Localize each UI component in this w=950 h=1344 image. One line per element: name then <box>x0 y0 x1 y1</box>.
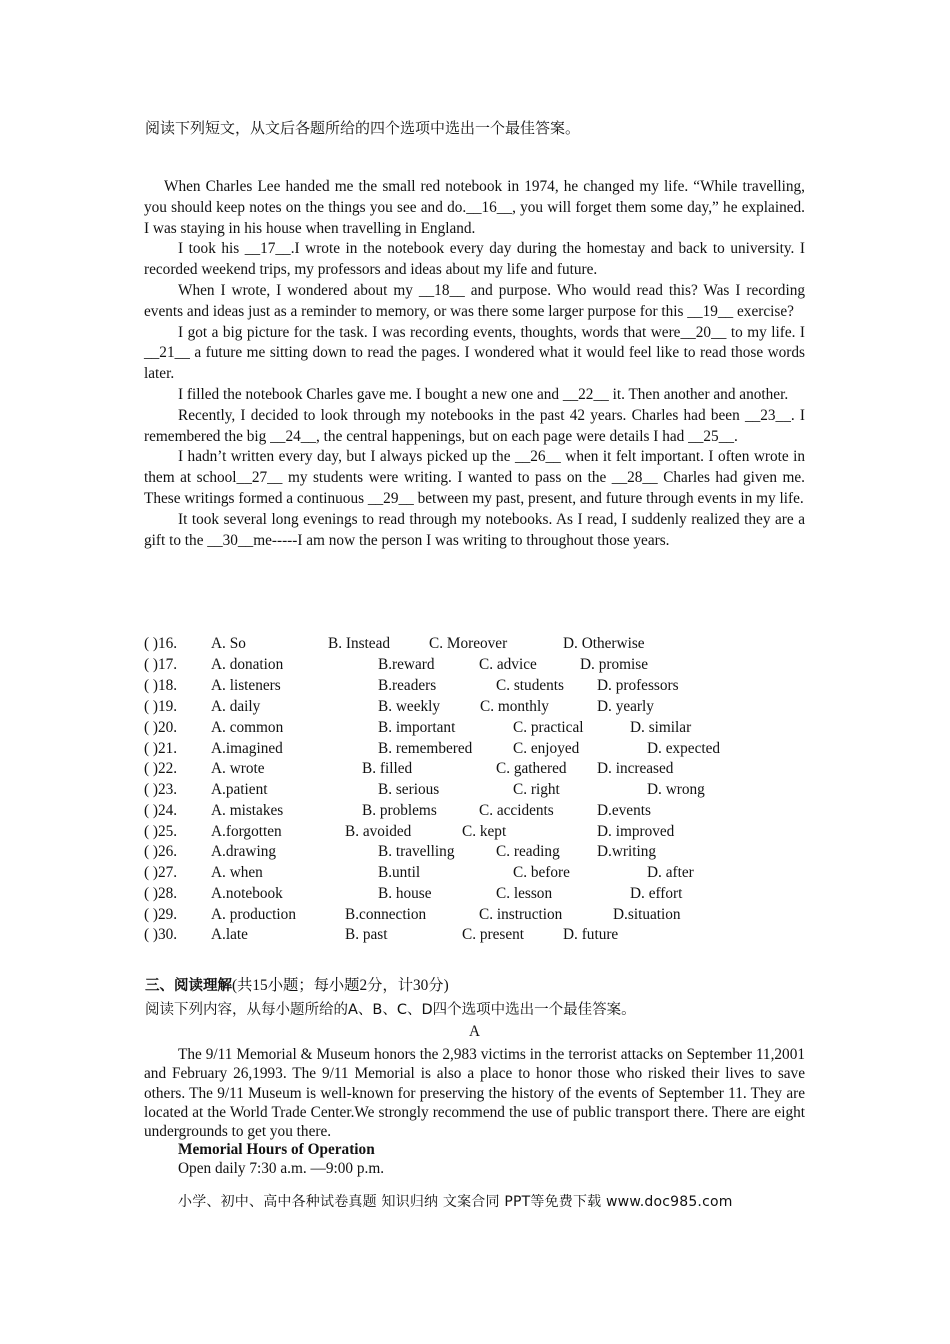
option-c: C. monthly <box>480 698 549 715</box>
option-b: B. house <box>378 885 432 902</box>
option-c: C. present <box>462 926 525 943</box>
option-d: D. expected <box>647 740 721 757</box>
option-a: A.notebook <box>211 885 283 902</box>
option-a: A. mistakes <box>211 802 284 819</box>
option-a: A.drawing <box>211 843 276 860</box>
question-number: ( )23. <box>144 781 178 798</box>
option-d: D. promise <box>580 656 648 673</box>
instruction-text: 阅读下列短文，从文后各题所给的四个选项中选出一个最佳答案。 <box>145 119 581 137</box>
question-number: ( )29. <box>144 906 178 923</box>
option-b: B. important <box>378 719 456 736</box>
section-heading <box>145 973 449 995</box>
question-number: ( )30. <box>144 926 178 943</box>
option-c: C. advice <box>479 656 537 673</box>
option-c: C. reading <box>496 843 560 860</box>
option-b: B.connection <box>345 906 427 923</box>
passage-letter: A <box>469 1023 481 1040</box>
option-c: C. kept <box>462 823 507 840</box>
reading-passage <box>144 1045 805 1141</box>
passage-paragraph: I hadn’t written every day, but I always picked up the __26__ when it felt important. I often wrote in them at school__27__ my students were writing. I wanted to pass on the __28__ Charles had given me. These writings formed a continuous __29__ between my past, present, and future through events in my life. <box>144 448 805 507</box>
question-number: ( )17. <box>144 656 178 673</box>
option-d: D. increased <box>597 760 674 777</box>
question-number: ( )25. <box>144 823 178 840</box>
question-number: ( )20. <box>144 719 178 736</box>
option-d: D. yearly <box>597 698 654 715</box>
section-instruction: 阅读下列内容，从每小题所给的A、B、C、D四个选项中选出一个最佳答案。 <box>145 1002 636 1018</box>
question-number: ( )19. <box>144 698 178 715</box>
option-b: B. weekly <box>378 698 441 715</box>
passage-paragraph: When I wrote, I wondered about my __18__ and purpose. Who would read this? Was I recording events and ideas just as a reminder to memory, or was there some larger purpose for this __19__ exercise? <box>144 281 805 320</box>
passage-paragraph: I got a big picture for the task. I was recording events, thoughts, words that were__20__ to my life. I __21__ a future me sitting down to read the pages. I wondered what it would feel like to read those words later. <box>144 323 805 383</box>
option-b: B.until <box>378 864 421 881</box>
option-a: A. common <box>211 719 284 736</box>
hours-text: Open daily 7:30 a.m. —9:00 p.m. <box>178 1160 385 1177</box>
option-c: C. enjoyed <box>513 740 580 757</box>
option-d: D.writing <box>597 843 657 860</box>
option-d: D. improved <box>597 823 675 840</box>
option-a: A.late <box>211 926 248 943</box>
option-b: B. serious <box>378 781 440 798</box>
option-d: D. after <box>647 864 694 881</box>
page-footer: 小学、初中、高中各种试卷真题 知识归纳 文案合同 PPT等免费下载 www.doc985.com <box>178 1194 733 1210</box>
section-note: (共15小题；每小题2分，计30分) <box>232 977 449 994</box>
option-b: B. filled <box>362 760 413 777</box>
option-b: B. problems <box>362 802 437 819</box>
option-c: C. right <box>513 781 560 798</box>
question-number: ( )22. <box>144 760 178 777</box>
passage-paragraph: I took his __17__.I wrote in the notebook every day during the homestay and back to university. I recorded weekend trips, my professors and ideas about my life and future. <box>144 240 805 279</box>
option-b: B. remembered <box>378 740 473 757</box>
question-number: ( )27. <box>144 864 178 881</box>
option-b: B. travelling <box>378 843 455 860</box>
question-number: ( )28. <box>144 885 178 902</box>
option-c: C. before <box>513 864 570 881</box>
option-c: C. accidents <box>479 802 554 819</box>
passage-paragraph: The 9/11 Memorial & Museum honors the 2,983 victims in the terrorist attacks on September 11,2001 and February 26,1993. The 9/11 Memorial is also a place to honor those who risked their lives to save others. The 9/11 Museum is well-known for preserving the history of the events of September 11. They are located at the World Trade Center.We strongly recommend the use of public transport there. There are eight undergrounds to get you there. <box>144 1046 805 1141</box>
option-c: C. students <box>496 677 564 694</box>
option-a: A. listeners <box>211 677 281 694</box>
option-b: B. Instead <box>328 635 391 652</box>
option-d: D.situation <box>613 906 681 923</box>
option-c: C. Moreover <box>429 635 508 652</box>
question-number: ( )24. <box>144 802 178 819</box>
passage-paragraph: Recently, I decided to look through my notebooks in the past 42 years. Charles had been __23__. I remembered the big __24__, the central happenings, but on each page were details I had __25__. <box>144 406 805 445</box>
option-c: C. instruction <box>479 906 563 923</box>
question-number: ( )26. <box>144 843 178 860</box>
option-d: D. wrong <box>647 781 705 798</box>
passage-paragraph: It took several long evenings to read through my notebooks. As I read, I suddenly realized they are a gift to the __30__me-----I am now the person I was writing to throughout those years. <box>144 510 805 549</box>
option-a: A.imagined <box>211 740 283 757</box>
option-a: A. donation <box>211 656 284 673</box>
option-a: A.patient <box>211 781 268 798</box>
question-number: ( )18. <box>144 677 178 694</box>
option-b: B.readers <box>378 677 437 694</box>
option-b: B. avoided <box>345 823 412 840</box>
section-title: 三、阅读理解 <box>145 978 232 994</box>
option-b: B. past <box>345 926 388 943</box>
passage-paragraph: When Charles Lee handed me the small red notebook in 1974, he changed my life. “While travelling, you should keep notes on the things you see and do.__16__, you will forget them some day,” he explained. I was staying in his house when travelling in England. <box>144 178 805 237</box>
option-c: C. gathered <box>496 760 567 777</box>
option-d: D. similar <box>630 719 692 736</box>
option-b: B.reward <box>378 656 435 673</box>
option-a: A. So <box>211 635 246 652</box>
cloze-passage <box>144 177 805 551</box>
option-d: D. effort <box>630 885 683 902</box>
option-d: D.events <box>597 802 651 819</box>
option-c: C. lesson <box>496 885 553 902</box>
option-a: A. daily <box>211 698 261 715</box>
option-c: C. practical <box>513 719 584 736</box>
option-d: D. professors <box>597 677 679 694</box>
question-number: ( )21. <box>144 740 178 757</box>
option-a: A. production <box>211 906 296 923</box>
option-a: A.forgotten <box>211 823 282 840</box>
option-d: D. future <box>563 926 619 943</box>
option-a: A. wrote <box>211 760 265 777</box>
hours-heading: Memorial Hours of Operation <box>178 1141 375 1158</box>
option-a: A. when <box>211 864 263 881</box>
question-number: ( )16. <box>144 635 178 652</box>
option-d: D. Otherwise <box>563 635 645 652</box>
passage-paragraph: I filled the notebook Charles gave me. I bought a new one and __22__ it. Then another and another. <box>178 385 789 403</box>
